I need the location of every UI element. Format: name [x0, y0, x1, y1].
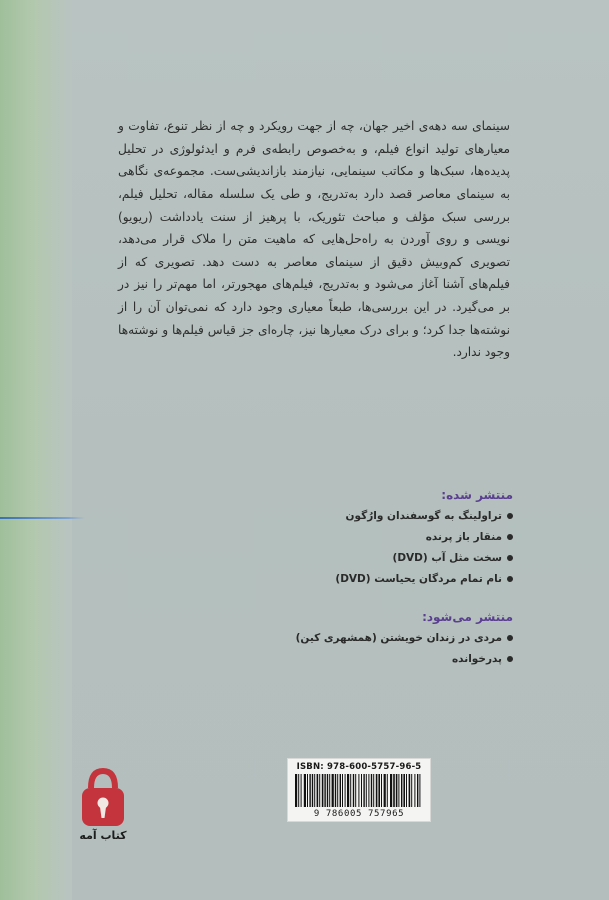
back-cover-blurb: سینمای سه دهه‌ی اخیر جهان، چه از جهت رویکرد و چه از نظر تنوع، تفاوت و معیارهای تولید انواع فیلم، و به‌خصوص رابطه‌ی فرم و ایدئولوژی در تحلیل پدیده‌ها، سبک‌ها و مکاتب سینمایی، نیازمند بازاندیشی‌ست. مجموعه‌ی نگاهی به سینمای معاصر قصد دارد به‌تدریج، و طی یک سلسله مقاله، تحلیل فیلم، بررسی سبک مؤلف و مباحث تئوریک، با پرهیز از سنت یادداشت (ریویو) نویسی و روی آوردن به راه‌حل‌هایی که ماهیت متن را ملاک قرار می‌دهد، تصویری کم‌وبیش دقیق از سینمای معاصر به دست دهد. تصویری که از فیلم‌های آشنا آغاز می‌شود و به‌تدریج، فیلم‌های مهجورتر، اما مهم‌تر را نیز در بر می‌گیرد. در این بررسی‌ها، طبعاً معیاری وجود دارد که نمی‌توان آن را از نوشته‌ها جدا کرد؛ و برای درک معیارها نیز، چاره‌ای جز قیاس فیلم‌ها و نوشته‌ها وجود ندارد.: [118, 119, 510, 360]
barcode-bar: [327, 774, 328, 807]
barcode-bar: [324, 774, 325, 807]
list-item: [335, 527, 513, 548]
barcode-bar: [347, 774, 349, 807]
barcode-digits: 9 786005 757965: [313, 809, 405, 819]
barcode-bar: [401, 774, 402, 807]
barcode-bar: [363, 774, 364, 807]
barcode-bar: [366, 774, 367, 807]
upcoming-section: [296, 610, 513, 670]
left-green-strip: [0, 0, 72, 900]
bullet-icon: [507, 635, 513, 641]
barcode-bar: [361, 774, 362, 807]
barcode-bar: [355, 774, 356, 807]
barcode-bar: [345, 774, 346, 807]
barcode-bar: [332, 774, 334, 807]
barcode-bar: [295, 774, 297, 807]
list-item: [296, 649, 513, 670]
barcode-bar: [307, 774, 308, 807]
barcode-bar: [406, 774, 407, 807]
book-title: سخت مثل آب (DVD): [392, 552, 502, 564]
list-item: [296, 628, 513, 649]
barcode-bar: [317, 774, 319, 807]
barcode-bar: [419, 774, 420, 807]
bullet-icon: [507, 513, 513, 519]
barcode-bar: [309, 774, 310, 807]
barcode-bar: [396, 774, 398, 807]
list-item: [335, 548, 513, 569]
publisher-name: کتاب آمه: [79, 829, 127, 842]
book-title: پدرخوانده: [451, 653, 502, 665]
upcoming-title: منتشر می‌شود:: [422, 610, 513, 624]
barcode-bar: [390, 774, 392, 807]
barcode-bar: [298, 774, 299, 807]
list-item: [335, 569, 513, 590]
barcode-bar: [329, 774, 330, 807]
barcode-bar: [350, 774, 351, 807]
book-title: نام تمام مردگان یحیاست (DVD): [335, 573, 502, 585]
barcode-bar: [414, 774, 415, 807]
bullet-icon: [507, 555, 513, 561]
barcode-bar: [378, 774, 380, 807]
barcode-bar: [335, 774, 336, 807]
barcode-bar: [373, 774, 374, 807]
book-title: مردی در زندان خویشتن (همشهری کین): [295, 632, 502, 644]
barcode-bar: [319, 774, 320, 807]
barcode-bar: [353, 774, 354, 807]
barcode-bar: [403, 774, 405, 807]
published-section: [335, 488, 513, 590]
barcode-bar: [340, 774, 341, 807]
barcode-bar: [411, 774, 412, 807]
upcoming-list: [296, 628, 513, 670]
barcode-bar: [393, 774, 395, 807]
barcode-bar: [381, 774, 382, 807]
list-item: [335, 506, 513, 527]
barcode-bar: [337, 774, 338, 807]
barcode-bar: [322, 774, 324, 807]
book-title: منقار باز پرنده: [425, 531, 502, 543]
book-title: تراولینگ به گوسفندان وارُگون: [345, 510, 502, 522]
bullet-icon: [507, 534, 513, 540]
bullet-icon: [507, 656, 513, 662]
barcode-bars-icon: [294, 774, 424, 807]
isbn-text: ISBN: 978-600-5757-96-5: [296, 762, 422, 772]
barcode-bar: [384, 774, 386, 807]
published-list: [335, 506, 513, 590]
publisher-logo-icon: [74, 762, 132, 830]
barcode-bar: [358, 774, 359, 807]
bullet-icon: [507, 576, 513, 582]
published-title: منتشر شده:: [441, 488, 513, 502]
barcode-bar: [342, 774, 343, 807]
blue-accent-line: [0, 517, 85, 519]
isbn-barcode: [287, 758, 431, 822]
barcode-bar: [314, 774, 315, 807]
barcode-bar: [409, 774, 411, 807]
barcode-bar: [387, 774, 388, 807]
barcode-bar: [368, 774, 369, 807]
barcode-bar: [301, 774, 302, 807]
barcode-bar: [398, 774, 399, 807]
barcode-bar: [376, 774, 378, 807]
barcode-bar: [417, 774, 418, 807]
barcode-bar: [304, 774, 306, 807]
barcode-bar: [371, 774, 372, 807]
barcode-bar: [312, 774, 313, 807]
